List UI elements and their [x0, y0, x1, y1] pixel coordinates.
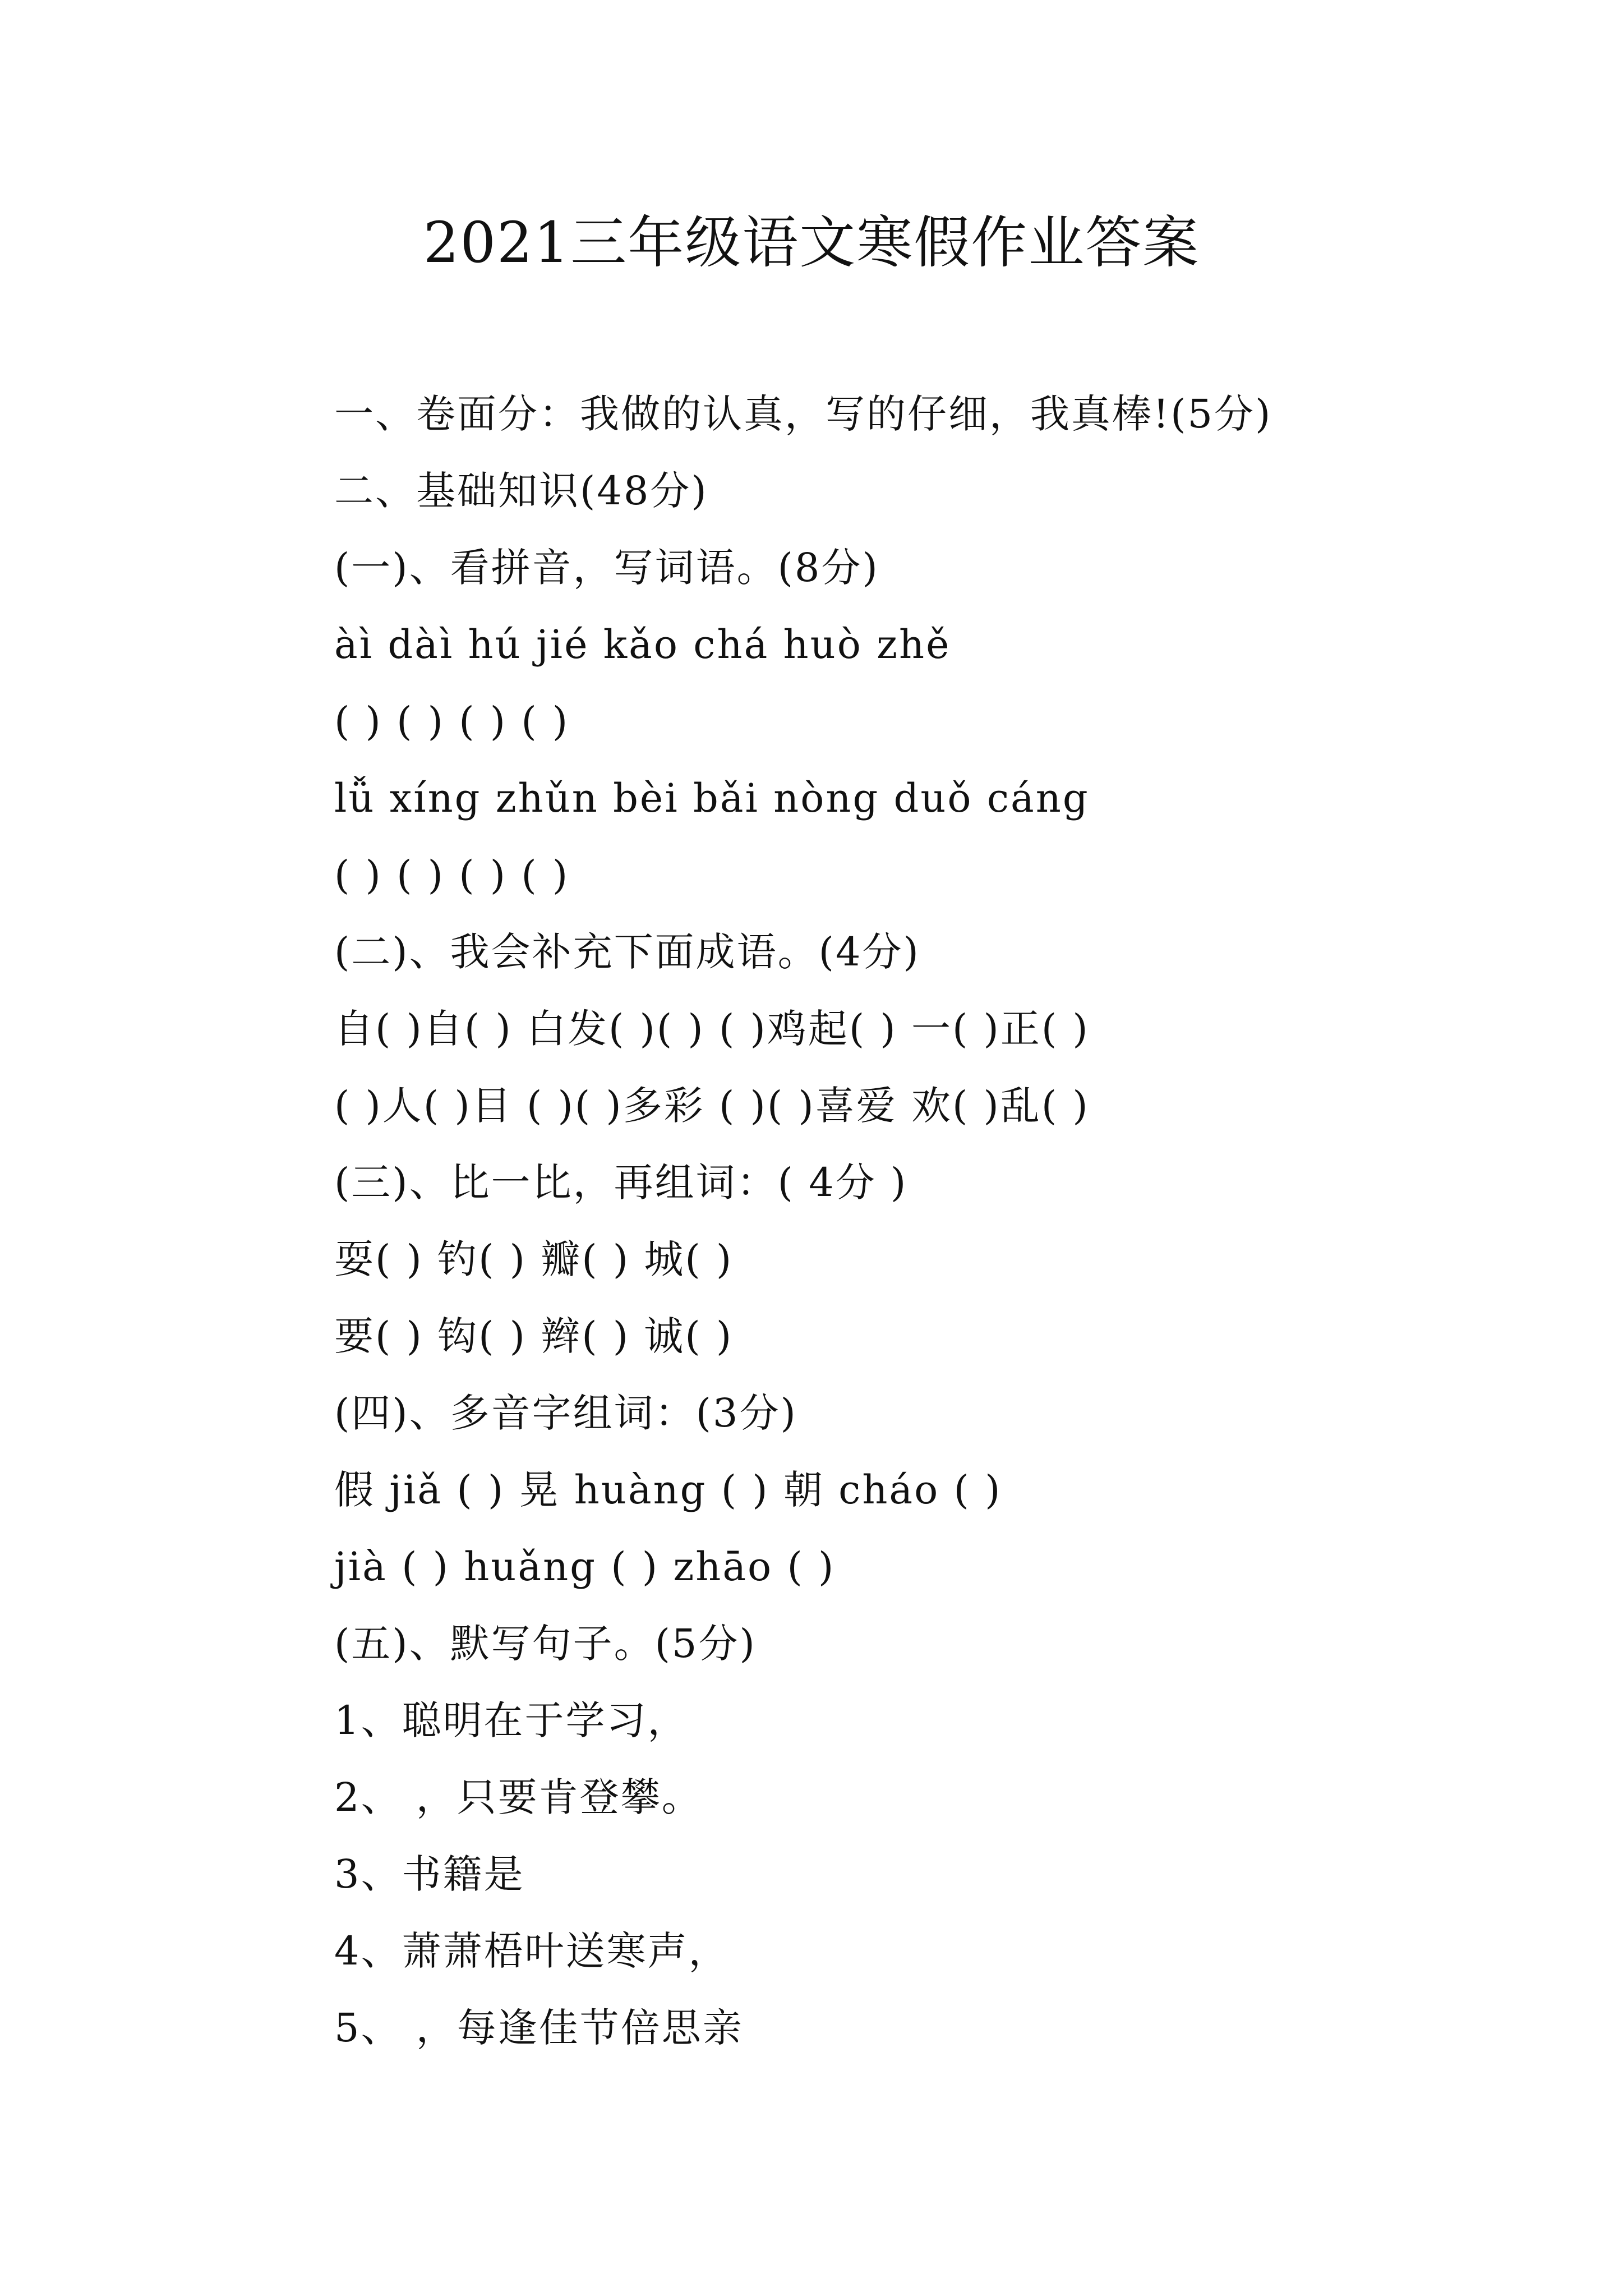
body-line: 4、萧萧梧叶送寒声，: [334, 1928, 730, 1974]
body-line: 2、 ，只要肯登攀。: [334, 1774, 703, 1820]
body-line: 一、卷面分：我做的认真，写的仔细，我真棒!(5分): [334, 391, 1272, 437]
document-title: 2021三年级语文寒假作业答案: [423, 210, 1200, 275]
body-line: ( )人( )目 ( )( )多彩 ( )( )喜爱 欢( )乱( ): [334, 1083, 1090, 1129]
body-line: 二、基础知识(48分): [334, 468, 708, 514]
body-line: 3、书籍是: [334, 1851, 525, 1897]
body-line: (二)、我会补充下面成语。(4分): [334, 929, 920, 975]
body-line: (五)、默写句子。(5分): [334, 1621, 757, 1667]
body-line: 自( )自( ) 白发( )( ) ( )鸡起( ) 一( )正( ): [334, 1006, 1090, 1052]
body-line: 耍( ) 钓( ) 瓣( ) 城( ): [334, 1236, 734, 1282]
body-line: 1、聪明在于学习，: [334, 1697, 689, 1743]
body-line: 要( ) 钩( ) 辫( ) 诚( ): [334, 1313, 734, 1359]
body-line: ( ) ( ) ( ) ( ): [334, 698, 570, 744]
body-line: 5、 ，每逢佳节倍思亲: [334, 2005, 744, 2051]
body-line: 假 jiǎ ( ) 晃 huàng ( ) 朝 cháo ( ): [334, 1467, 1002, 1513]
body-line: (三)、比一比，再组词：( 4分 ): [334, 1159, 908, 1205]
body-line: (一)、看拼音，写词语。(8分): [334, 545, 879, 591]
body-line: lǚ xíng zhǔn bèi bǎi nòng duǒ cáng: [334, 775, 1090, 821]
body-line: ( ) ( ) ( ) ( ): [334, 852, 570, 898]
body-line: (四)、多音字组词：(3分): [334, 1390, 797, 1436]
document-body: [334, 376, 1590, 2067]
body-line: jià ( ) huǎng ( ) zhāo ( ): [334, 1544, 836, 1590]
body-line: àì dàì hú jié kǎo chá huò zhě: [334, 622, 951, 668]
